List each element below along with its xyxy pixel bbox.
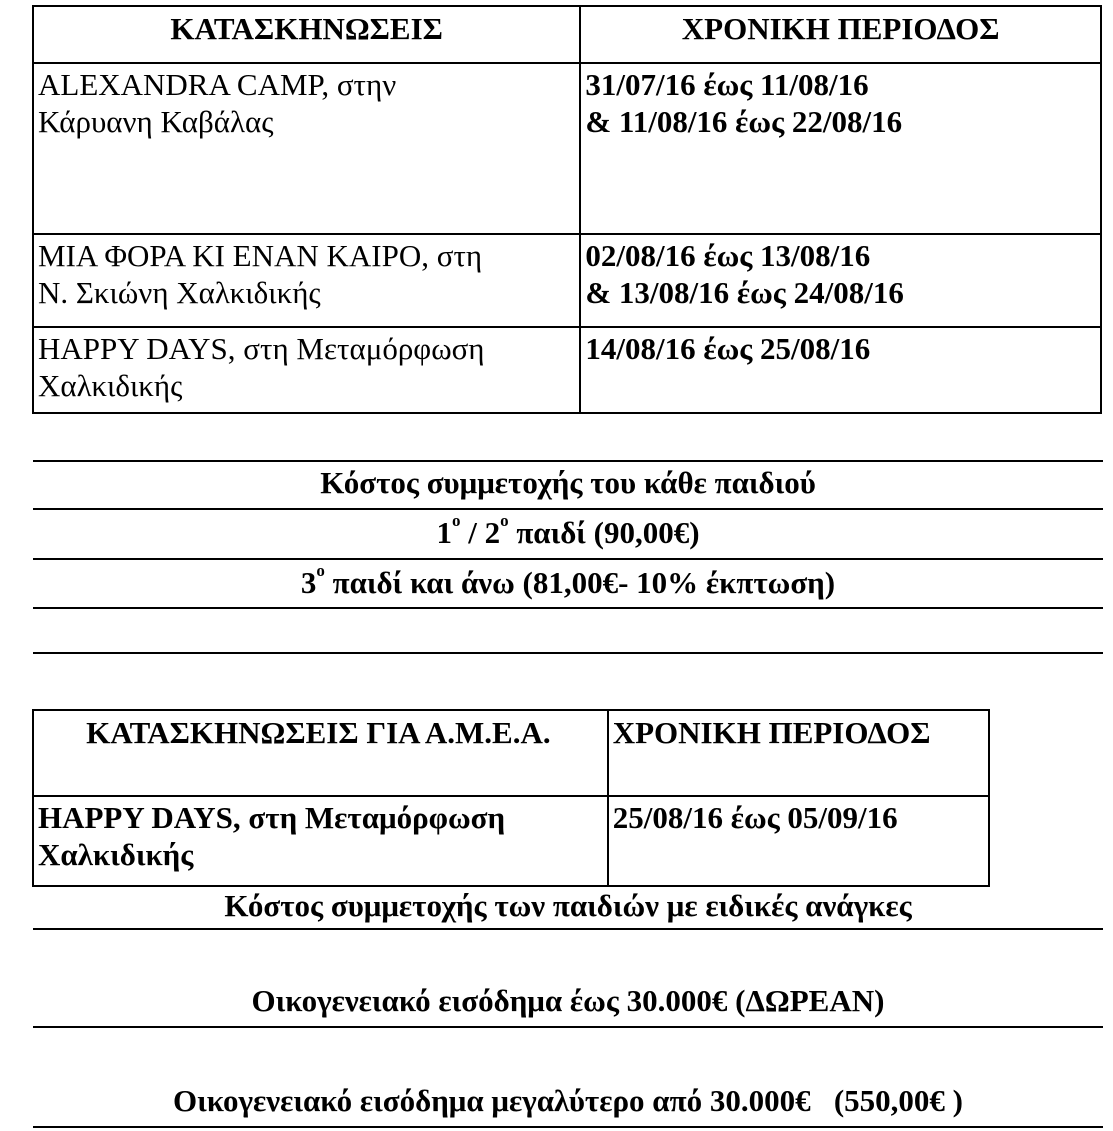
header-period: ΧΡΟΝΙΚΗ ΠΕΡΙΟΔΟΣ	[580, 6, 1101, 63]
cost-line-2-n: 3	[300, 565, 317, 600]
camp-period-line: 14/08/16 έως 25/08/16	[585, 331, 871, 366]
camp-name-cell	[33, 234, 580, 327]
camp-period-line: & 13/08/16 έως 24/08/16	[585, 275, 904, 310]
special-cost-title: Κόστος συμμετοχής των παιδιών με ειδικές ανάγκες	[224, 888, 912, 923]
special-cost-paid: Οικογενειακό εισόδημα μεγαλύτερο από 30.000€ (550,00€ )	[173, 1083, 963, 1118]
camp-period-line: & 11/08/16 έως 22/08/16	[585, 104, 903, 139]
divider	[33, 928, 1103, 930]
header-camps: ΚΑΤΑΣΚΗΝΩΣΕΙΣ	[33, 6, 580, 63]
camps-table-header-row	[33, 6, 1101, 63]
special-camp-name-cell	[33, 796, 608, 886]
cost-line-1-n1: 1	[436, 515, 452, 550]
cost-line-1	[33, 511, 1103, 551]
table-row	[33, 234, 1101, 327]
header-special-period: ΧΡΟΝΙΚΗ ΠΕΡΙΟΔΟΣ	[608, 710, 989, 796]
cost-line-2	[33, 561, 1103, 601]
special-camp-name-line: Χαλκιδικής	[38, 837, 194, 872]
table-row	[33, 327, 1101, 413]
camp-name-cell	[33, 327, 580, 413]
cost-line-2-rest: παιδί και άνω (81,00€- 10% έκπτωση)	[324, 565, 836, 600]
cost-line-1-rest: παιδί (90,00€)	[508, 515, 700, 550]
divider	[33, 508, 1103, 510]
special-camps-header-row	[33, 710, 989, 796]
special-camp-name-line: HAPPY DAYS, στη Μεταμόρφωση	[38, 800, 506, 835]
camp-name-line: Χαλκιδικής	[38, 368, 183, 403]
ordinal-sup: ο	[451, 511, 461, 530]
table-row	[33, 796, 989, 886]
divider	[33, 460, 1103, 462]
camp-period-line: 02/08/16 έως 13/08/16	[585, 238, 871, 273]
camp-period-cell	[580, 234, 1101, 327]
divider	[33, 1026, 1103, 1028]
camp-name-line: Κάρυανη Καβάλας	[38, 104, 274, 139]
cost-title: Κόστος συμμετοχής του κάθε παιδιού	[320, 465, 816, 500]
camp-period-cell	[580, 63, 1101, 234]
cost-line-1-n2: 2	[484, 515, 501, 550]
special-cost-free: Οικογενειακό εισόδημα έως 30.000€ (ΔΩΡΕΑΝ)	[251, 983, 885, 1018]
table-row	[33, 63, 1101, 234]
ordinal-sup: ο	[500, 511, 509, 530]
ordinal-sup: ο	[316, 561, 325, 580]
camp-name-line: Ν. Σκιώνη Χαλκιδικής	[38, 275, 321, 310]
special-camps-table	[32, 709, 990, 887]
header-special-camps: ΚΑΤΑΣΚΗΝΩΣΕΙΣ ΓΙΑ Α.Μ.Ε.Α.	[33, 710, 608, 796]
camp-name-line: HAPPY DAYS, στη Μεταμόρφωση	[38, 331, 485, 366]
special-camp-period-cell: 25/08/16 έως 05/09/16	[608, 796, 989, 886]
camp-period-cell	[580, 327, 1101, 413]
camps-table	[32, 5, 1102, 414]
camp-name-line: ALEXANDRA CAMP, στην	[38, 67, 397, 102]
divider	[33, 558, 1103, 560]
camp-name-line: ΜΙΑ ΦΟΡΑ ΚΙ ΕΝΑΝ ΚΑΙΡΟ, στη	[38, 238, 483, 273]
divider	[33, 1126, 1103, 1128]
camp-period-line: 31/07/16 έως 11/08/16	[585, 67, 869, 102]
cost-line-1-sep: /	[460, 515, 485, 550]
divider	[33, 652, 1103, 654]
camp-name-cell	[33, 63, 580, 234]
divider	[33, 607, 1103, 609]
